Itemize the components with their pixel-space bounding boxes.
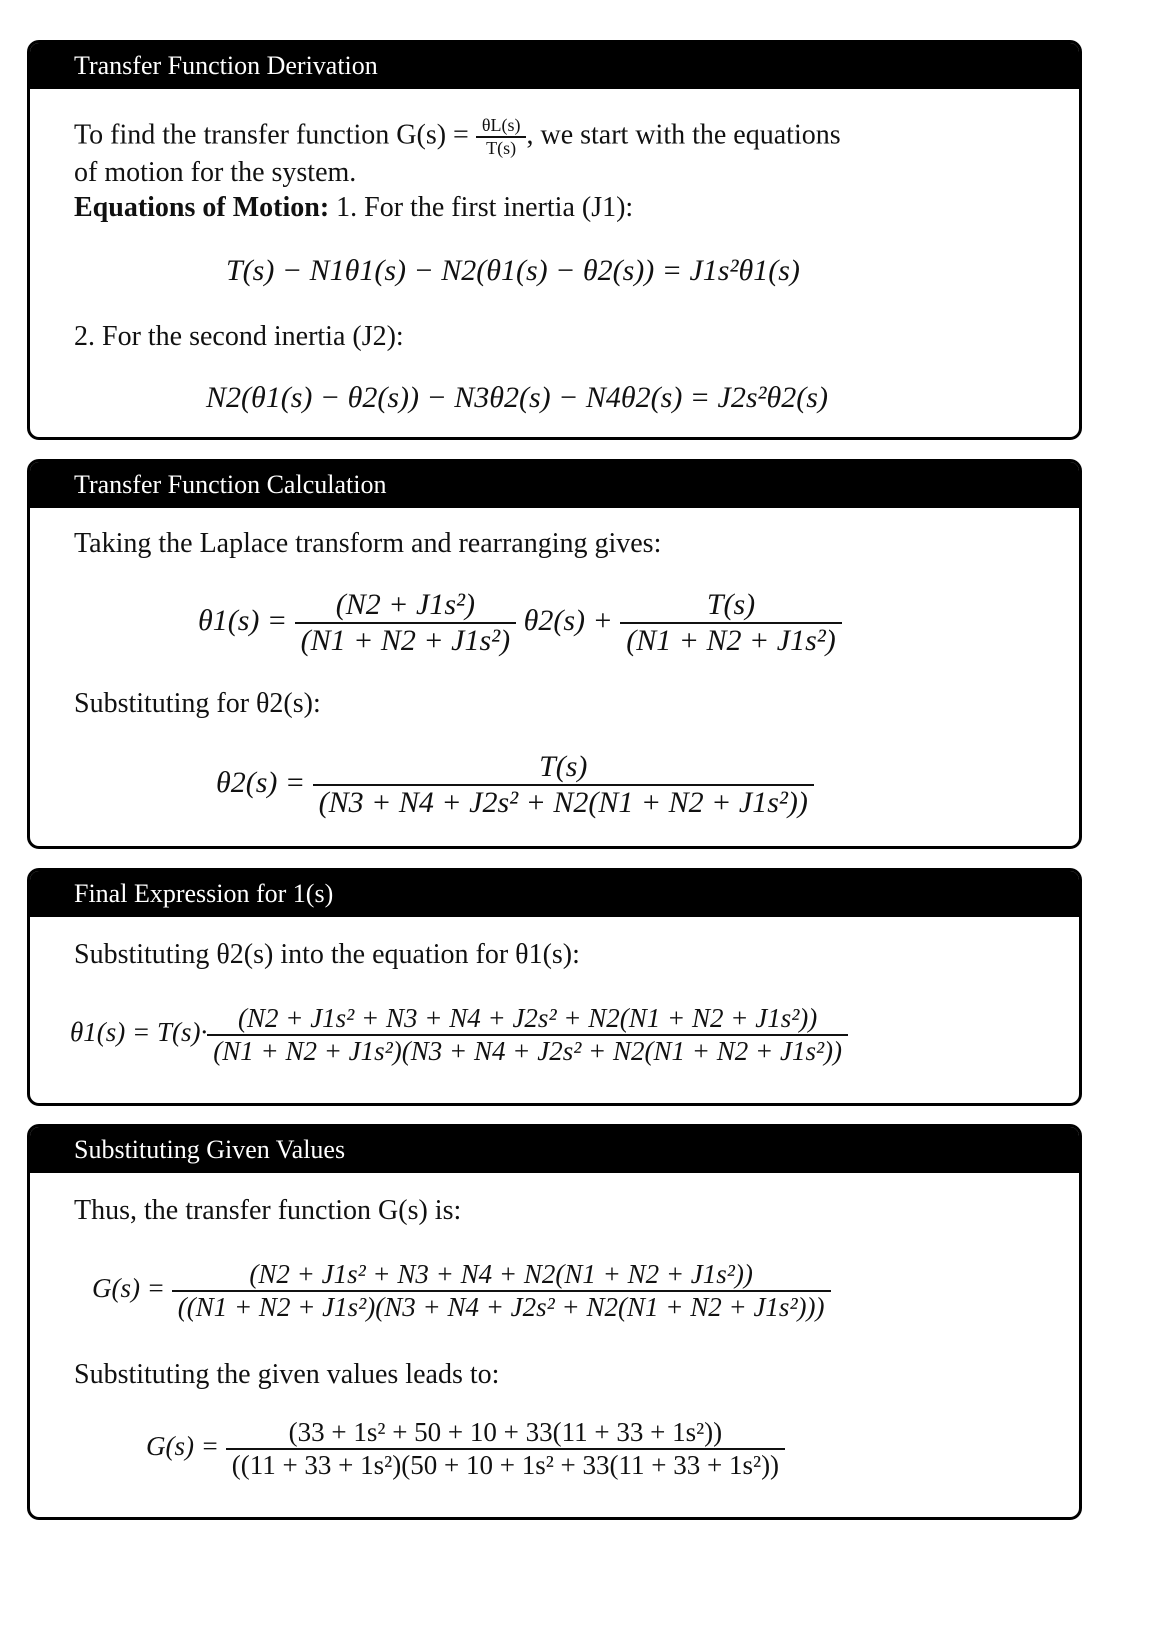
eom-line bbox=[74, 192, 633, 224]
fraction-denominator: ((N1 + N2 + J1s²)(N3 + N4 + J2s² + N2(N1 + N2 + J1s²))) bbox=[172, 1290, 831, 1323]
fraction-denominator: ((11 + 33 + 1s²)(50 + 10 + 1s² + 33(11 + 33 + 1s²)) bbox=[226, 1448, 785, 1481]
fraction-numerator: T(s) bbox=[706, 588, 756, 621]
given-intro: Thus, the transfer function G(s) is: bbox=[74, 1195, 462, 1226]
eom-first: 1. For the first inertia (J1): bbox=[329, 192, 634, 223]
fraction-denominator: (N1 + N2 + J1s²)(N3 + N4 + J2s² + N2(N1 + N2 + J1s²)) bbox=[207, 1034, 848, 1067]
eq-lhs: G(s) = bbox=[92, 1273, 165, 1304]
fraction bbox=[172, 1259, 831, 1323]
equation-1: T(s) − N1θ1(s) − N2(θ1(s) − θ2(s)) = J1s²θ1(s) bbox=[226, 254, 800, 287]
theta2-equation bbox=[216, 750, 814, 820]
fraction bbox=[207, 1003, 848, 1067]
final-equation bbox=[70, 1003, 848, 1067]
eq-lhs: θ2(s) = bbox=[216, 765, 306, 799]
fraction bbox=[226, 1417, 785, 1481]
eq-lhs: θ1(s) = T(s)· bbox=[70, 1017, 208, 1048]
fraction-numerator: (33 + 1s² + 50 + 10 + 33(11 + 33 + 1s²)) bbox=[288, 1417, 723, 1447]
intro-line-2: of motion for the system. bbox=[74, 157, 357, 188]
box-title: Transfer Function Calculation bbox=[30, 462, 1079, 508]
fraction-numerator: (N2 + J1s² + N3 + N4 + J2s² + N2(N1 + N2 + J1s²)) bbox=[237, 1003, 818, 1033]
given-lead: Substituting the given values leads to: bbox=[74, 1359, 500, 1390]
eq-lhs: θ1(s) = bbox=[198, 603, 288, 637]
final-expression-box bbox=[27, 868, 1082, 1106]
final-intro: Substituting θ2(s) into the equation for θ1(s): bbox=[74, 939, 580, 970]
intro-text: To find the transfer function G(s) = bbox=[74, 119, 469, 151]
gs-symbolic-equation bbox=[92, 1259, 831, 1323]
box-title: Substituting Given Values bbox=[30, 1127, 1079, 1173]
box-title: Final Expression for 1(s) bbox=[30, 871, 1079, 917]
fraction-denominator: (N1 + N2 + J1s²) bbox=[295, 622, 516, 658]
box-title: Transfer Function Derivation bbox=[30, 43, 1079, 89]
given-values-box bbox=[27, 1124, 1082, 1520]
fraction-denominator: (N3 + N4 + J2s² + N2(N1 + N2 + J1s²)) bbox=[313, 784, 814, 820]
fraction-denominator: T(s) bbox=[476, 136, 527, 159]
fraction-numerator: (N2 + J1s² + N3 + N4 + N2(N1 + N2 + J1s²)) bbox=[249, 1259, 753, 1289]
fraction-numerator: T(s) bbox=[539, 750, 588, 783]
eq-mid: θ2(s) + bbox=[523, 603, 613, 637]
gs-numeric-equation bbox=[146, 1417, 785, 1481]
fraction-1 bbox=[295, 588, 516, 658]
derivation-box bbox=[27, 40, 1082, 440]
fraction-2 bbox=[620, 588, 841, 658]
fraction-numerator: θL(s) bbox=[481, 115, 521, 135]
intro-fraction bbox=[476, 115, 527, 159]
fraction-denominator: (N1 + N2 + J1s²) bbox=[620, 622, 841, 658]
fraction-numerator: (N2 + J1s²) bbox=[335, 588, 475, 621]
second-inertia-label: 2. For the second inertia (J2): bbox=[74, 321, 404, 352]
intro-line bbox=[74, 115, 841, 159]
substituting-label: Substituting for θ2(s): bbox=[74, 688, 321, 719]
eq-lhs: G(s) = bbox=[146, 1431, 219, 1462]
equation-2: N2(θ1(s) − θ2(s)) − N3θ2(s) − N4θ2(s) = J2s²θ2(s) bbox=[206, 381, 828, 414]
intro-text-cont: , we start with the equations bbox=[526, 119, 841, 151]
eom-heading: Equations of Motion: bbox=[74, 192, 330, 223]
calc-intro: Taking the Laplace transform and rearranging gives: bbox=[74, 528, 662, 559]
calculation-box bbox=[27, 459, 1082, 849]
fraction bbox=[313, 750, 814, 820]
theta1-equation bbox=[198, 588, 842, 658]
